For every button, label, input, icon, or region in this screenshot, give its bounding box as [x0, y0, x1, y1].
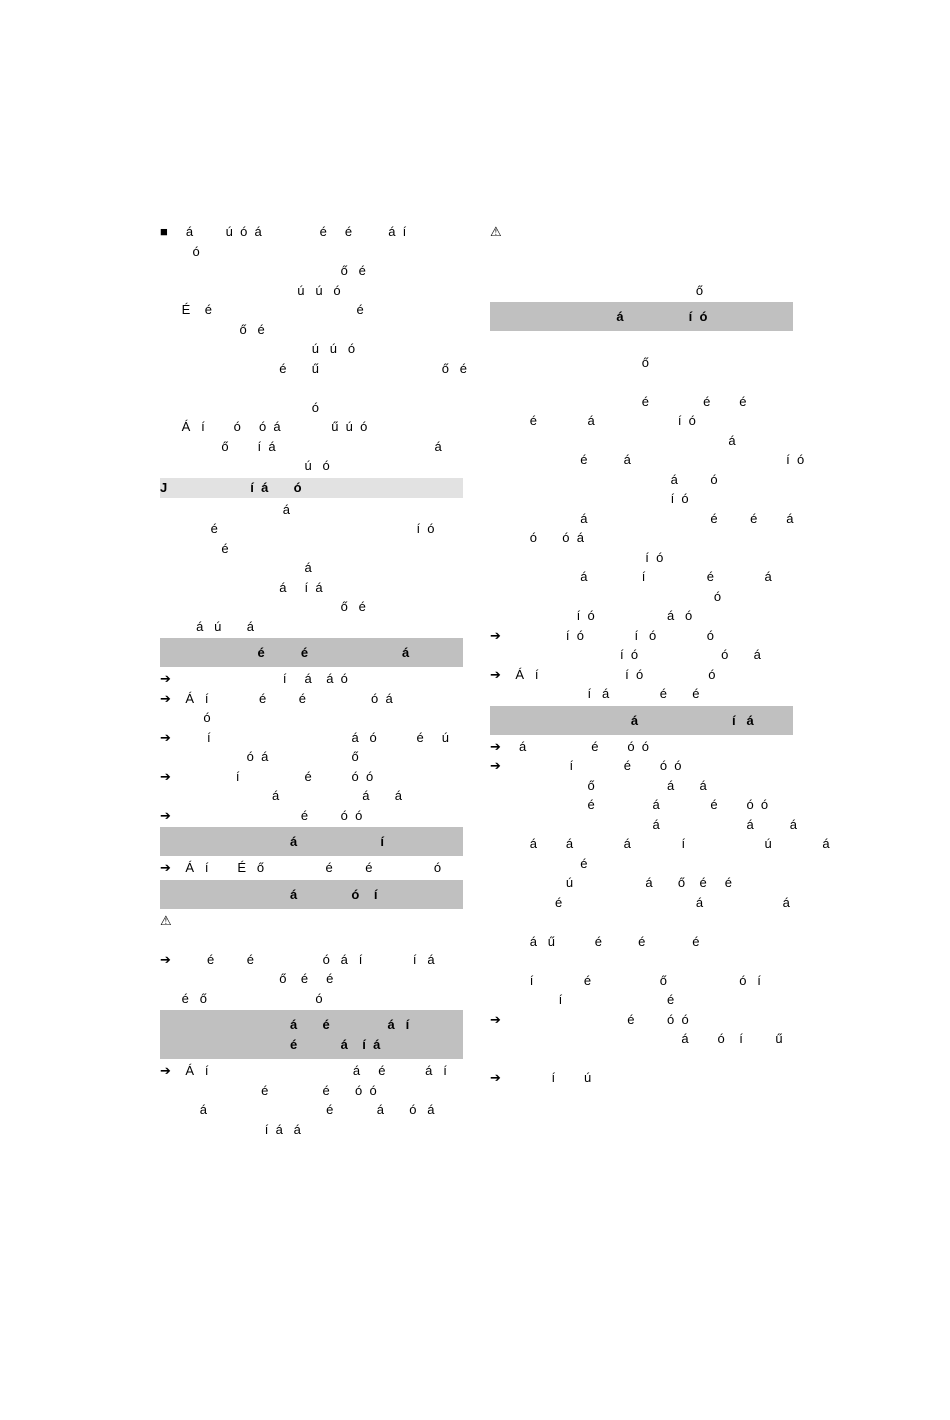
text-line: ■ á ú ó á é é á í	[160, 224, 407, 239]
text-line: í ó	[490, 491, 689, 506]
text-line: é ő ó	[160, 990, 323, 1006]
text-line: á	[160, 501, 291, 517]
section-body	[160, 1061, 463, 1139]
text-line: ➔ í ú	[490, 1070, 592, 1085]
text-line: á	[160, 560, 312, 575]
text-line: ő é	[160, 599, 366, 614]
text-line	[490, 951, 793, 971]
warning-block	[490, 222, 793, 300]
text-line: ó	[160, 243, 200, 259]
text-line	[490, 242, 793, 262]
text-line: ➔ é ó ó	[490, 1011, 689, 1027]
text-line: é é ó ó	[160, 1082, 377, 1098]
text-line: ó	[160, 399, 319, 415]
text-line: ő á á	[490, 777, 707, 793]
section-heading: á ó í	[160, 880, 463, 909]
text-line: ó ó á	[490, 530, 584, 545]
left-column	[160, 222, 468, 1139]
text-line: é	[160, 540, 229, 556]
intro-block	[160, 222, 468, 476]
text-line: ú ú ó	[160, 341, 356, 356]
text-line: ó	[490, 588, 722, 604]
section-body	[160, 500, 463, 637]
text-line: ő	[490, 282, 704, 298]
text-line: ⚠	[490, 224, 502, 239]
text-line: á ó	[490, 471, 718, 487]
text-line: ő é	[160, 263, 366, 278]
text-line	[490, 261, 793, 281]
text-line: ú á ő é é	[490, 875, 733, 890]
section-heading: á í	[160, 827, 463, 856]
text-line: á ú á	[160, 618, 254, 634]
text-line: ➔ í é ó ó	[490, 758, 682, 773]
text-line: ➔ í á ó é ú	[160, 729, 450, 745]
text-line: á ű é é é	[490, 933, 700, 949]
text-line: ➔ Á í í ó ó	[490, 666, 716, 682]
text-line	[160, 930, 463, 950]
section-heading: á í ó	[490, 302, 793, 331]
text-line: ➔ á é ó ó	[490, 738, 650, 754]
text-line: É é é	[160, 302, 364, 317]
text-line: ó	[160, 710, 211, 725]
text-line: ú ú ó	[160, 282, 341, 298]
text-line: á é é á	[490, 510, 794, 526]
text-line: í é ő ó í	[490, 972, 761, 988]
text-line: á ó í ű	[490, 1031, 783, 1046]
text-line: ➔ é ó ó	[160, 807, 363, 823]
section-body	[160, 669, 463, 825]
text-line: á á á	[160, 788, 403, 803]
text-line: ➔ Á í É ő é é ó	[160, 860, 442, 875]
section-body	[490, 333, 805, 704]
section-body	[490, 737, 830, 1088]
text-line: ó á ő	[160, 749, 359, 764]
text-line	[160, 378, 463, 398]
section-heading-light: J í á ó	[160, 478, 463, 498]
text-line: á á á	[490, 816, 798, 832]
text-line: ➔ í é ó ó	[160, 768, 374, 784]
section-body	[160, 858, 463, 878]
text-line: á	[490, 432, 736, 448]
text-line: é á á	[490, 894, 790, 910]
section-heading-line: é á í á	[160, 1036, 381, 1052]
text-line: Á í ó ó á ű ú ó	[160, 419, 368, 434]
text-line	[490, 372, 793, 392]
text-line: á á á í ú á	[490, 836, 830, 851]
text-line: é é é	[490, 393, 747, 409]
text-line: ú ó	[160, 458, 330, 473]
text-line: ➔ í ó í ó ó	[490, 627, 715, 643]
text-line: é á í ó	[490, 452, 805, 467]
section-heading-line: á é á í	[160, 1017, 410, 1032]
text-line: ő í á á	[160, 438, 442, 454]
text-line: í ó á ó	[490, 608, 693, 623]
text-line	[490, 1049, 793, 1069]
text-line: í ó	[490, 549, 664, 565]
section-heading: é é á	[160, 638, 463, 667]
text-line: ő	[490, 354, 649, 370]
section-heading: á í á	[490, 706, 793, 735]
text-line: é ű ő é	[160, 360, 468, 376]
section-heading-two-line	[160, 1010, 463, 1059]
text-line: á é á ó á	[160, 1102, 435, 1117]
text-line: ő é é	[160, 971, 334, 986]
text-line: í á é é	[490, 686, 700, 701]
text-line: á í é á	[490, 569, 772, 584]
text-line	[490, 912, 793, 932]
text-line: é á í ó	[490, 413, 696, 428]
section-body	[160, 911, 463, 1009]
text-line: ➔ í á á ó	[160, 671, 348, 686]
text-line: í é	[490, 992, 675, 1007]
text-line: ⚠	[160, 912, 172, 928]
text-line: á í á	[160, 579, 323, 595]
text-line: é á é ó ó	[490, 797, 769, 812]
right-column	[490, 222, 830, 1088]
text-line: ➔ Á í á é á í	[160, 1063, 447, 1078]
text-line: í ó ó á	[490, 647, 761, 662]
text-line	[490, 333, 793, 353]
text-line: ő é	[160, 321, 265, 337]
text-line: ➔ Á í é é ó á	[160, 690, 393, 706]
text-line: é	[490, 855, 588, 871]
text-line: í á á	[160, 1121, 301, 1137]
text-line: é í ó	[160, 521, 435, 536]
text-line: ➔ é é ó á í í á	[160, 951, 435, 967]
